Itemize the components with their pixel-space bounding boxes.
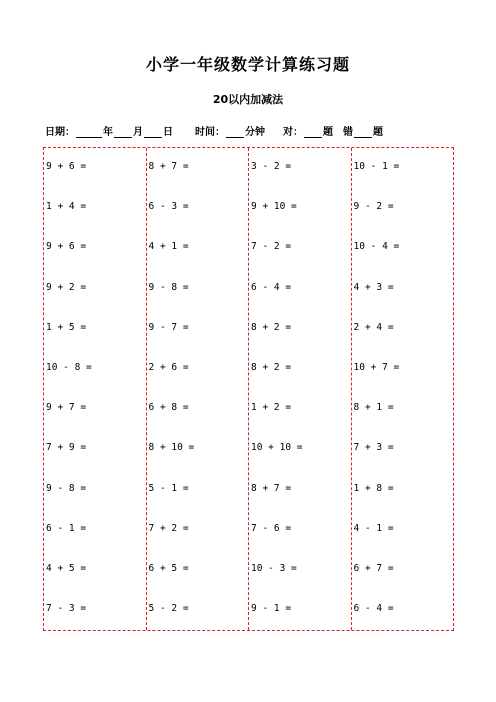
problem-item: 9 + 7 = bbox=[46, 402, 87, 414]
problem-grid bbox=[43, 147, 454, 631]
problem-item: 6 + 7 = bbox=[353, 563, 394, 574]
problem-item: 10 - 1 = bbox=[353, 161, 400, 172]
problem-item: 10 - 4 = bbox=[353, 241, 400, 253]
problem-item: 10 - 3 = bbox=[251, 563, 297, 574]
problem-item: 4 + 1 = bbox=[148, 241, 189, 253]
correct-unit: 题 bbox=[323, 127, 333, 138]
problem-item: 9 + 6 = bbox=[46, 241, 87, 253]
problem-item: 1 + 5 = bbox=[46, 321, 87, 333]
day-blank[interactable] bbox=[144, 126, 162, 138]
minute-blank[interactable] bbox=[226, 126, 244, 138]
date-label: 日期： bbox=[45, 127, 75, 138]
problem-column-1 bbox=[44, 148, 146, 630]
problem-item: 9 + 6 = bbox=[46, 161, 87, 172]
problem-item: 9 - 8 = bbox=[46, 482, 87, 494]
problem-item: 7 + 9 = bbox=[46, 442, 87, 454]
problem-item: 9 - 8 = bbox=[148, 281, 189, 293]
time-label: 时间： bbox=[195, 127, 225, 138]
problem-item: 5 - 2 = bbox=[148, 603, 189, 615]
info-line bbox=[45, 123, 465, 138]
problem-item: 1 + 4 = bbox=[46, 201, 87, 213]
problem-item: 4 + 3 = bbox=[353, 281, 394, 293]
problem-item: 10 + 7 = bbox=[353, 362, 400, 373]
problem-item: 9 + 10 = bbox=[251, 201, 297, 213]
day-label: 日 bbox=[163, 127, 173, 138]
problem-item: 1 + 8 = bbox=[353, 482, 394, 494]
problem-item: 5 - 1 = bbox=[148, 482, 189, 494]
problem-item: 7 - 3 = bbox=[46, 603, 87, 615]
problem-item: 6 - 3 = bbox=[148, 201, 189, 213]
correct-label: 对： bbox=[283, 127, 303, 138]
problem-item: 7 + 3 = bbox=[353, 442, 394, 454]
problem-item: 6 - 4 = bbox=[353, 603, 394, 615]
problem-item: 2 + 4 = bbox=[353, 321, 394, 333]
problem-column-3 bbox=[248, 148, 351, 630]
problem-item: 3 - 2 = bbox=[251, 161, 292, 172]
wrong-unit: 题 bbox=[373, 127, 383, 138]
problem-item: 9 - 7 = bbox=[148, 321, 189, 333]
problem-item: 4 - 1 = bbox=[353, 522, 394, 534]
problem-item: 6 - 1 = bbox=[46, 522, 87, 534]
problem-item: 9 + 2 = bbox=[46, 281, 87, 293]
problem-column-4 bbox=[351, 148, 454, 630]
problem-item: 4 + 5 = bbox=[46, 563, 87, 574]
month-label: 月 bbox=[133, 127, 143, 138]
problem-item: 7 + 2 = bbox=[148, 522, 189, 534]
wrong-blank[interactable] bbox=[354, 126, 372, 138]
year-label: 年 bbox=[103, 127, 113, 138]
problem-item: 8 + 10 = bbox=[148, 442, 195, 454]
problem-column-2 bbox=[146, 148, 249, 630]
problem-item: 2 + 6 = bbox=[148, 362, 189, 373]
problem-item: 6 + 5 = bbox=[148, 563, 189, 574]
problem-item: 7 - 6 = bbox=[251, 522, 292, 534]
worksheet-subtitle: 20以内加减法 bbox=[212, 93, 284, 106]
correct-blank[interactable] bbox=[304, 126, 322, 138]
problem-item: 7 - 2 = bbox=[251, 241, 292, 253]
problem-item: 9 - 1 = bbox=[251, 603, 292, 615]
wrong-label: 错 bbox=[343, 127, 353, 138]
problem-item: 10 - 8 = bbox=[46, 362, 92, 373]
problem-item: 6 - 4 = bbox=[251, 281, 292, 293]
problem-item: 8 + 1 = bbox=[353, 402, 394, 414]
month-blank[interactable] bbox=[114, 126, 132, 138]
minute-label: 分钟 bbox=[245, 127, 265, 138]
problem-item: 10 + 10 = bbox=[251, 442, 303, 454]
problem-item: 9 - 2 = bbox=[353, 201, 394, 213]
problem-item: 8 + 2 = bbox=[251, 362, 292, 373]
problem-item: 8 + 7 = bbox=[251, 482, 292, 494]
problem-item: 6 + 8 = bbox=[148, 402, 189, 414]
problem-item: 8 + 2 = bbox=[251, 321, 292, 333]
problem-item: 8 + 7 = bbox=[148, 161, 189, 172]
worksheet-title: 小学一年级数学计算练习题 bbox=[145, 55, 350, 74]
problem-item: 1 + 2 = bbox=[251, 402, 292, 414]
year-blank[interactable] bbox=[76, 126, 102, 138]
